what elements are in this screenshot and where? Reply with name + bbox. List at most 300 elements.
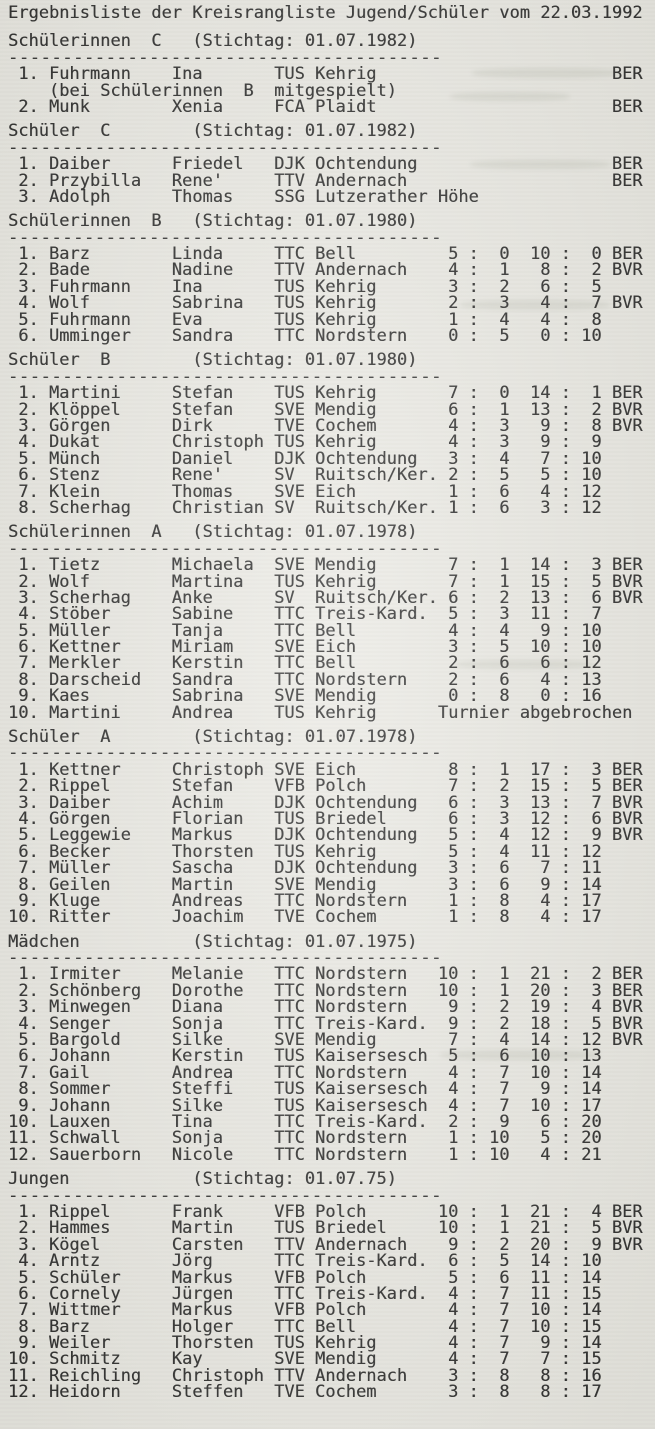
- scores: 4 : 7 10 : 14: [437, 1300, 602, 1321]
- last-name: Schüler: [48, 1267, 121, 1288]
- rank: 1.: [18, 1201, 39, 1222]
- first-name: Daniel: [171, 448, 234, 469]
- scores: 3 : 8 8 : 16: [437, 1365, 602, 1386]
- first-name: Sonja: [171, 1013, 223, 1034]
- last-name: Scherhag: [48, 587, 131, 608]
- last-name: Reichling: [48, 1365, 142, 1386]
- last-name: Wolf: [48, 293, 90, 314]
- section-rows: [8, 244, 655, 347]
- scores: 4 : 1 8 : 2: [437, 260, 602, 281]
- section-stichtag: (Stichtag: 01.07.1975): [192, 931, 418, 952]
- first-name: Dirk: [171, 415, 213, 436]
- association-badge: BER: [611, 980, 643, 1001]
- scores: 1 : 6 4 : 12: [437, 481, 602, 502]
- first-name: Stefan: [171, 776, 234, 797]
- first-name: Sabrina: [171, 293, 244, 314]
- last-name: Rippel: [48, 776, 111, 797]
- last-name: Umminger: [48, 326, 131, 347]
- section-title: Jungen: [8, 1169, 70, 1190]
- club: TUS Kehrig: [274, 432, 377, 453]
- club: TUS Kehrig: [274, 1333, 377, 1354]
- section-stichtag: (Stichtag: 01.07.1982): [192, 121, 418, 142]
- club: VFB Polch: [274, 1300, 367, 1321]
- last-name: Cornely: [48, 1283, 121, 1304]
- first-name: Martina: [171, 571, 244, 592]
- club: DJK Ochtendung: [274, 858, 418, 879]
- first-name: Frank: [171, 1201, 223, 1222]
- last-name: Irmiter: [48, 964, 121, 985]
- last-name: Senger: [48, 1013, 111, 1034]
- rank: 5.: [18, 825, 39, 846]
- scores: 4 : 7 10 : 17: [437, 1095, 602, 1116]
- rank: 2.: [18, 170, 39, 191]
- section-title: Schülerinnen C: [8, 31, 162, 52]
- rank: 6.: [18, 637, 39, 658]
- section-divider: ----------------------------------------: [8, 538, 442, 559]
- last-name: Fuhrmann: [48, 309, 131, 330]
- first-name: Jürgen: [171, 1283, 234, 1304]
- first-name: Christoph: [171, 432, 264, 453]
- club: TTC Bell: [274, 653, 356, 674]
- scores: 5 : 0 10 : 0: [437, 244, 602, 265]
- first-name: Sabine: [171, 604, 234, 625]
- rank: 8.: [18, 874, 39, 895]
- first-name: Carsten: [171, 1234, 244, 1255]
- rank: 6.: [18, 326, 39, 347]
- club: SSG Lutzerather Höhe: [274, 186, 479, 207]
- scores: 5 : 6 10 : 13: [437, 1046, 602, 1067]
- scores: 5 : 4 11 : 12: [437, 841, 602, 862]
- scores: 1 : 8 4 : 17: [437, 907, 602, 928]
- first-name: Miriam: [171, 637, 234, 658]
- rank: 3.: [18, 997, 39, 1018]
- scores: 9 : 2 19 : 4: [437, 997, 602, 1018]
- last-name: Schmitz: [48, 1349, 121, 1370]
- club: TVE Cochem: [274, 415, 377, 436]
- scores: 1 : 6 3 : 12: [437, 497, 602, 518]
- club: TTC Nordstern: [274, 1062, 408, 1083]
- rank: 4.: [18, 1251, 39, 1272]
- last-name: Scherhag: [48, 497, 131, 518]
- club: TTC Bell: [274, 620, 356, 641]
- result-row: [8, 907, 655, 928]
- section-title: Schüler C: [8, 121, 111, 142]
- section-stichtag: (Stichtag: 01.07.75): [192, 1169, 397, 1190]
- section-divider: ----------------------------------------: [8, 1185, 442, 1206]
- club: TVE Cochem: [274, 907, 377, 928]
- club: TTC Treis-Kard.: [274, 1013, 428, 1034]
- rank: 9.: [18, 1095, 39, 1116]
- scores: 6 : 3 12 : 6: [437, 808, 602, 829]
- last-name: Wolf: [48, 571, 90, 592]
- first-name: Friedel: [171, 154, 244, 175]
- first-name: Nicole: [171, 1144, 234, 1165]
- last-name: Görgen: [48, 808, 111, 829]
- section-rows: [8, 156, 655, 205]
- rank: 2.: [18, 776, 39, 797]
- scores: 3 : 4 7 : 10: [437, 448, 602, 469]
- club: TUS Briedel: [274, 808, 387, 829]
- last-name: Tietz: [48, 555, 101, 576]
- scores: 7 : 2 15 : 5: [437, 776, 602, 797]
- sections-container: [8, 31, 655, 1403]
- scores: 3 : 8 8 : 17: [437, 1382, 602, 1403]
- last-name: Müller: [48, 858, 111, 879]
- club: TTC Nordstern: [274, 669, 408, 690]
- rank: 1.: [18, 154, 39, 175]
- first-name: Sonja: [171, 1128, 223, 1149]
- first-name: Markus: [171, 1300, 234, 1321]
- club: TTC Treis-Kard.: [274, 1112, 428, 1132]
- association-badge: BVR: [611, 1030, 643, 1051]
- club: TTC Treis-Kard.: [274, 1283, 428, 1304]
- section-divider: ----------------------------------------: [8, 137, 442, 158]
- rank: 3.: [18, 186, 39, 207]
- scores: 4 : 7 10 : 14: [437, 1062, 602, 1083]
- association-badge: BVR: [611, 1234, 643, 1255]
- association-badge: BER: [611, 96, 643, 117]
- club: TUS Kehrig: [274, 293, 377, 314]
- last-name: Munk: [48, 96, 90, 117]
- first-name: Andreas: [171, 890, 244, 911]
- last-name: Bade: [48, 260, 90, 281]
- last-name: Geilen: [48, 874, 111, 895]
- last-name: Müller: [48, 620, 111, 641]
- result-row: [8, 1382, 655, 1403]
- rank: 1.: [18, 244, 39, 265]
- club: SVE Mendig: [274, 399, 377, 420]
- last-name: Ritter: [48, 907, 111, 928]
- club: SV Ruitsch/Ker.: [274, 497, 438, 518]
- section: [8, 123, 655, 205]
- section-rows: [8, 66, 655, 115]
- club: TUS Kehrig: [274, 841, 377, 862]
- first-name: Stefan: [171, 383, 234, 404]
- first-name: Sandra: [171, 326, 234, 347]
- club: SVE Eich: [274, 481, 356, 502]
- rank: 3.: [18, 792, 39, 813]
- rank: 10.: [8, 702, 39, 723]
- first-name: Martin: [171, 1218, 234, 1239]
- scores: 8 : 1 17 : 3: [437, 759, 602, 780]
- first-name: Markus: [171, 1267, 234, 1288]
- last-name: Barz: [48, 1316, 90, 1337]
- association-badge: BER: [611, 555, 643, 576]
- rank: 6.: [18, 1283, 39, 1304]
- section: [8, 1169, 655, 1403]
- first-name: Achim: [171, 792, 223, 813]
- rank: 8.: [18, 1316, 39, 1337]
- scores: 1 : 4 4 : 8: [437, 309, 602, 330]
- last-name: Gail: [48, 1062, 90, 1083]
- first-name: Martin: [171, 874, 234, 895]
- last-name: Kögel: [48, 1234, 101, 1255]
- club: SVE Mendig: [274, 1030, 377, 1051]
- rank: 10.: [8, 1112, 39, 1132]
- first-name: Sascha: [171, 858, 234, 879]
- association-badge: BER: [611, 1201, 643, 1222]
- first-name: Rene': [171, 170, 223, 191]
- rank: 9.: [18, 686, 39, 707]
- club: TUS Kehrig: [274, 276, 377, 297]
- club: SVE Eich: [274, 637, 356, 658]
- last-name: Leggewie: [48, 825, 131, 846]
- section: [8, 931, 655, 1165]
- club: TUS Kehrig: [274, 64, 377, 85]
- club: TTV Andernach: [274, 170, 408, 191]
- row-note: (bei Schülerinnen B mitgespielt): [48, 80, 397, 101]
- last-name: Münch: [48, 448, 101, 469]
- section-title: Schüler A: [8, 727, 111, 748]
- scores: 4 : 3 9 : 8: [437, 415, 602, 436]
- rank: 10.: [8, 1349, 39, 1370]
- result-row: [8, 1144, 655, 1165]
- last-name: Kettner: [48, 759, 121, 780]
- scores: 10 : 1 21 : 4: [437, 1201, 602, 1222]
- scores: 2 : 5 5 : 10: [437, 465, 602, 486]
- first-name: Anke: [171, 587, 213, 608]
- scores: 1 : 10 5 : 20: [437, 1128, 602, 1149]
- scores: 10 : 1 21 : 5: [437, 1218, 602, 1239]
- rank: 5.: [18, 620, 39, 641]
- scores: 0 : 5 0 : 10: [437, 326, 602, 347]
- club: TUS Kehrig: [274, 383, 377, 404]
- club: TUS Kehrig: [274, 702, 377, 723]
- first-name: Thomas: [171, 186, 234, 207]
- section-divider: ----------------------------------------: [8, 366, 442, 387]
- club: FCA Plaidt: [274, 96, 377, 117]
- rank: 2.: [18, 571, 39, 592]
- association-badge: BVR: [611, 1013, 643, 1034]
- first-name: Holger: [171, 1316, 234, 1337]
- first-name: Stefan: [171, 399, 234, 420]
- club: SVE Mendig: [274, 686, 377, 707]
- section: [8, 352, 655, 516]
- association-badge: BER: [611, 154, 643, 175]
- last-name: Weiler: [48, 1333, 111, 1354]
- scores: 2 : 3 4 : 7: [437, 293, 602, 314]
- last-name: Kluge: [48, 890, 101, 911]
- last-name: Becker: [48, 841, 111, 862]
- section-title: Schülerinnen A: [8, 522, 162, 543]
- club: SVE Mendig: [274, 1349, 377, 1370]
- rank: 9.: [18, 1333, 39, 1354]
- club: TUS Kaisersesch: [274, 1046, 428, 1067]
- club: TTC Nordstern: [274, 890, 408, 911]
- club: SVE Mendig: [274, 555, 377, 576]
- first-name: Michaela: [171, 555, 254, 576]
- last-name: Rippel: [48, 1201, 111, 1222]
- rank: 4.: [18, 293, 39, 314]
- scores: 10 : 1 20 : 3: [437, 980, 602, 1001]
- section-title: Schülerinnen B: [8, 211, 162, 232]
- last-name: Barz: [48, 244, 90, 265]
- section-stichtag: (Stichtag: 01.07.1980): [192, 350, 418, 371]
- first-name: Linda: [171, 244, 223, 265]
- association-badge: BER: [611, 383, 643, 404]
- last-name: Lauxen: [48, 1112, 111, 1132]
- first-name: Ina: [171, 276, 203, 297]
- last-name: Merkler: [48, 653, 121, 674]
- last-name: Daiber: [48, 792, 111, 813]
- rank: 3.: [18, 415, 39, 436]
- scores: 5 : 3 11 : 7: [437, 604, 602, 625]
- section-rows: [8, 385, 655, 516]
- scores: 1 : 10 4 : 21: [437, 1144, 602, 1165]
- first-name: Ina: [171, 64, 203, 85]
- rank: 4.: [18, 1013, 39, 1034]
- first-name: Sabrina: [171, 686, 244, 707]
- last-name: Martini: [48, 383, 121, 404]
- last-name: Kaes: [48, 686, 90, 707]
- last-name: Sauerborn: [48, 1144, 142, 1165]
- association-badge: BVR: [611, 997, 643, 1018]
- scores: Turnier abgebrochen: [437, 702, 633, 723]
- club: TTC Treis-Kard.: [274, 604, 428, 625]
- first-name: Jörg: [171, 1251, 213, 1272]
- association-badge: BVR: [611, 825, 643, 846]
- rank: 4.: [18, 808, 39, 829]
- scores: 5 : 6 11 : 14: [437, 1267, 602, 1288]
- last-name: Görgen: [48, 415, 111, 436]
- scores: 4 : 7 7 : 15: [437, 1349, 602, 1370]
- section-title: Schüler B: [8, 350, 111, 371]
- first-name: Silke: [171, 1095, 223, 1116]
- association-badge: BVR: [611, 415, 643, 436]
- last-name: Arntz: [48, 1251, 101, 1272]
- club: VFB Polch: [274, 776, 367, 797]
- club: TTC Nordstern: [274, 1144, 408, 1165]
- rank: 4.: [18, 432, 39, 453]
- rank: 12.: [8, 1382, 39, 1403]
- section: [8, 524, 655, 721]
- last-name: Schönberg: [48, 980, 142, 1001]
- rank: 6.: [18, 1046, 39, 1067]
- club: DJK Ochtendung: [274, 154, 418, 175]
- first-name: Xenia: [171, 96, 223, 117]
- rank: 11.: [8, 1128, 39, 1149]
- club: SV Ruitsch/Ker.: [274, 587, 438, 608]
- association-badge: BVR: [611, 587, 643, 608]
- result-row: [8, 186, 655, 207]
- first-name: Nadine: [171, 260, 234, 281]
- first-name: Tanja: [171, 620, 223, 641]
- first-name: Rene': [171, 465, 223, 486]
- last-name: Schwall: [48, 1128, 121, 1149]
- rank: 5.: [18, 448, 39, 469]
- rank: 6.: [18, 841, 39, 862]
- scores: 9 : 2 18 : 5: [437, 1013, 602, 1034]
- first-name: Andrea: [171, 1062, 234, 1083]
- scores: 7 : 4 14 : 12: [437, 1030, 602, 1051]
- first-name: Kay: [171, 1349, 203, 1370]
- last-name: Wittmer: [48, 1300, 121, 1321]
- last-name: Minwegen: [48, 997, 131, 1018]
- association-badge: BVR: [611, 399, 643, 420]
- club: TTV Andernach: [274, 1234, 408, 1255]
- club: DJK Ochtendung: [274, 825, 418, 846]
- rank: 3.: [18, 1234, 39, 1255]
- rank: 11.: [8, 1365, 39, 1386]
- rank: 3.: [18, 276, 39, 297]
- rank: 1.: [18, 383, 39, 404]
- last-name: Martini: [48, 702, 121, 723]
- last-name: Hammes: [48, 1218, 111, 1239]
- scores: 0 : 8 0 : 16: [437, 686, 602, 707]
- rank: 5.: [18, 1267, 39, 1288]
- association-badge: BVR: [611, 808, 643, 829]
- last-name: Darscheid: [48, 669, 142, 690]
- first-name: Andrea: [171, 702, 234, 723]
- last-name: Fuhrmann: [48, 276, 131, 297]
- first-name: Steffi: [171, 1079, 234, 1100]
- page-title: Ergebnisliste der Kreisrangliste Jugend/Schüler vom 22.03.1992: [8, 3, 643, 23]
- association-badge: BVR: [611, 1218, 643, 1239]
- rank: 8.: [18, 1079, 39, 1100]
- club: DJK Ochtendung: [274, 792, 418, 813]
- scores: 6 : 1 13 : 2: [437, 399, 602, 420]
- first-name: Markus: [171, 825, 234, 846]
- club: TTC Treis-Kard.: [274, 1251, 428, 1272]
- club: TTC Nordstern: [274, 326, 408, 347]
- section-rows: [8, 1201, 655, 1403]
- rank: 2.: [18, 96, 39, 117]
- last-name: Fuhrmann: [48, 64, 131, 85]
- section-title: Mädchen: [8, 931, 80, 952]
- scores: 5 : 4 12 : 9: [437, 825, 602, 846]
- result-row: [8, 96, 655, 117]
- scores: 3 : 5 10 : 10: [437, 637, 602, 658]
- rank: 7.: [18, 858, 39, 879]
- club: SVE Mendig: [274, 874, 377, 895]
- rank: 1.: [18, 759, 39, 780]
- first-name: Kerstin: [171, 1046, 244, 1067]
- last-name: Dukat: [48, 432, 101, 453]
- result-row: [8, 497, 655, 518]
- last-name: Johann: [48, 1095, 111, 1116]
- first-name: Eva: [171, 309, 203, 330]
- scores: 7 : 1 15 : 5: [437, 571, 602, 592]
- club: TTC Nordstern: [274, 997, 408, 1018]
- scores: 3 : 2 6 : 5: [437, 276, 602, 297]
- scores: 1 : 8 4 : 17: [437, 890, 602, 911]
- association-badge: BVR: [611, 293, 643, 314]
- last-name: Stöber: [48, 604, 111, 625]
- scores: 4 : 7 10 : 15: [437, 1316, 602, 1337]
- scores: 4 : 4 9 : 10: [437, 620, 602, 641]
- first-name: Melanie: [171, 964, 244, 985]
- first-name: Sandra: [171, 669, 234, 690]
- last-name: Adolph: [48, 186, 111, 207]
- scores: 4 : 3 9 : 9: [437, 432, 602, 453]
- club: TUS Kaisersesch: [274, 1079, 428, 1100]
- scores: 7 : 0 14 : 1: [437, 383, 602, 404]
- scores: 9 : 2 20 : 9: [437, 1234, 602, 1255]
- section-stichtag: (Stichtag: 01.07.1978): [192, 727, 418, 748]
- section-rows: [8, 557, 655, 721]
- section-rows: [8, 759, 655, 928]
- club: VFB Polch: [274, 1201, 367, 1222]
- association-badge: BER: [611, 244, 643, 265]
- last-name: Klein: [48, 481, 101, 502]
- rank: 6.: [18, 465, 39, 486]
- section-stichtag: (Stichtag: 01.07.1982): [192, 31, 418, 52]
- club: TUS Kehrig: [274, 571, 377, 592]
- first-name: Florian: [171, 808, 244, 829]
- rank: 2.: [18, 399, 39, 420]
- scores: 6 : 2 13 : 6: [437, 587, 602, 608]
- association-badge: BVR: [611, 260, 643, 281]
